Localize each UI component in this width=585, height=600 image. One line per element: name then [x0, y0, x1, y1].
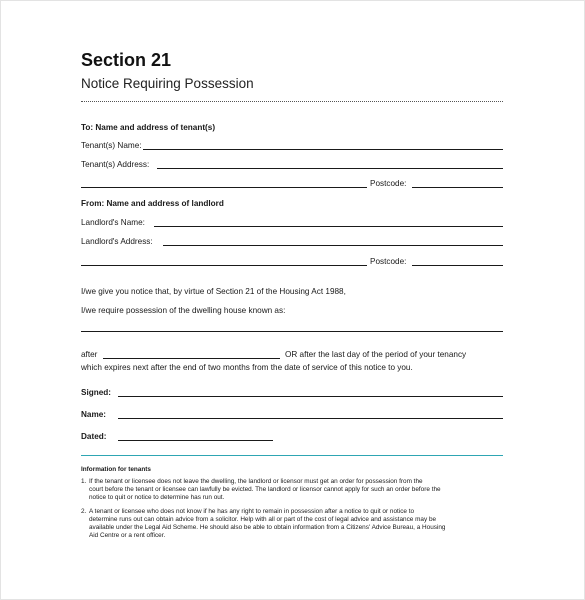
after-text: OR after the last day of the period of your tenancy — [285, 350, 467, 359]
note-1-text — [89, 478, 503, 502]
note-1 — [81, 478, 503, 504]
landlord-section-heading: From: Name and address of landlord — [81, 199, 224, 208]
landlord-postcode-field[interactable] — [412, 265, 503, 266]
tenant-address-field[interactable] — [157, 168, 503, 169]
after-date-field[interactable] — [103, 358, 280, 359]
note-2-number: 2. — [81, 508, 87, 515]
note-1-number: 1. — [81, 478, 87, 485]
note-1-line: If the tenant or licensee does not leave the dwelling, the landlord or licensor must get an order for possession from the — [89, 478, 423, 485]
tenant-postcode-field[interactable] — [412, 187, 503, 188]
tenant-section-heading: To: Name and address of tenant(s) — [81, 123, 216, 132]
accent-rule — [81, 455, 503, 456]
information-heading: Information for tenants — [81, 466, 151, 473]
name-label: Name: — [81, 410, 107, 419]
signed-field[interactable] — [118, 396, 503, 397]
note-2-line: A tenant or licensee who does not know if he has any right to remain in possession after a notice to quit or notice to — [89, 508, 415, 515]
note-2-line: determine runs out can obtain advice from a solicitor. Help with all or part of the cost of legal advice and assistance may be — [89, 516, 437, 523]
landlord-name-field[interactable] — [154, 226, 503, 227]
tenant-name-label: Tenant(s) Name: — [81, 141, 142, 150]
landlord-address-field[interactable] — [163, 245, 503, 246]
dwelling-address-field[interactable] — [81, 331, 503, 332]
notice-line-3: which expires next after the end of two months from the date of service of this notice to you. — [81, 363, 413, 372]
dated-label: Dated: — [81, 432, 107, 441]
landlord-address-line2-field[interactable] — [81, 265, 367, 266]
notice-line-1: I/we give you notice that, by virtue of Section 21 of the Housing Act 1988, — [81, 287, 346, 296]
signed-label: Signed: — [81, 388, 112, 397]
note-2-line: Aid Centre or a rent officer. — [89, 532, 166, 539]
name-field[interactable] — [118, 418, 503, 419]
after-label: after — [81, 350, 98, 359]
dotted-divider — [81, 101, 503, 102]
note-2-text — [89, 508, 503, 540]
tenant-postcode-label: Postcode: — [370, 179, 407, 188]
note-1-line: court before the tenant or licensee can lawfully be evicted. The landlord or licensor cannot apply for such an order before the — [89, 486, 441, 493]
tenant-address-label: Tenant(s) Address: — [81, 160, 150, 169]
landlord-address-label: Landlord's Address: — [81, 237, 153, 246]
page-subtitle: Notice Requiring Possession — [81, 76, 254, 91]
landlord-postcode-label: Postcode: — [370, 257, 407, 266]
landlord-name-label: Landlord's Name: — [81, 218, 145, 227]
tenant-address-line2-field[interactable] — [81, 187, 367, 188]
notice-line-2: I/we require possession of the dwelling house known as: — [81, 306, 286, 315]
note-2 — [81, 508, 503, 542]
tenant-name-field[interactable] — [143, 149, 503, 150]
page-title: Section 21 — [81, 50, 172, 70]
note-2-line: available under the Legal Aid Scheme. He should also be able to obtain information from a Citizens' Advice Bureau, a Housing — [89, 524, 446, 531]
note-1-line: notice to quit or notice to determine has run out. — [89, 494, 225, 501]
dated-field[interactable] — [118, 440, 273, 441]
